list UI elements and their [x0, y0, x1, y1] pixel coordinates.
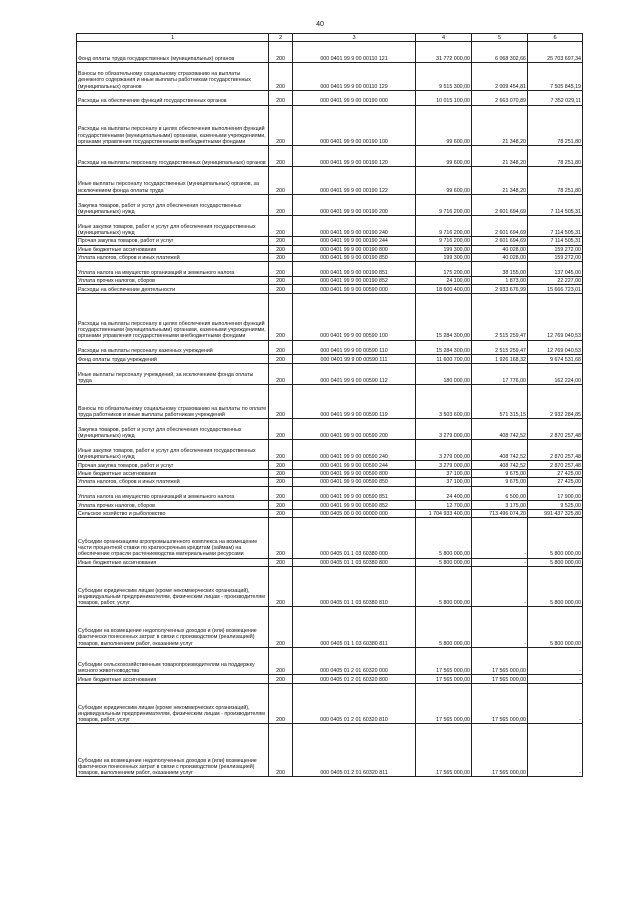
- row-approved-amount: 17 565 000,00: [416, 647, 472, 675]
- row-remaining-amount: 137 045,00: [528, 262, 583, 277]
- table-row: [77, 385, 583, 419]
- row-description: Уплата налога на имущество организаций и земельного налога: [77, 486, 269, 501]
- row-description: Субсидии юридическим лицам (кроме некоммерческих организаций), индивидуальным предпринимателям, физическим лицам - производителям товаров, работ, услуг: [77, 566, 269, 606]
- row-executed-amount: 6 500,00: [472, 486, 528, 501]
- row-approved-amount: 24 400,00: [416, 486, 472, 501]
- row-approved-amount: 3 279 000,00: [416, 440, 472, 461]
- row-description: Иные бюджетные ассигнования: [77, 675, 269, 683]
- row-remaining-amount: 7 114 505,31: [528, 215, 583, 236]
- row-budget-code: 000 0401 99 9 00 00590 800: [293, 469, 416, 477]
- row-remaining-amount: 2 870 257,48: [528, 419, 583, 440]
- row-description: Расходы на выплаты персоналу в целях обеспечения выполнения функций государственными (муниципальными) органами, казенными учреждениями, органами управления государственными внебюджетными фондами: [77, 293, 269, 340]
- row-budget-code: 000 0401 99 9 00 00190 800: [293, 245, 416, 253]
- row-description: Иные выплаты персоналу государственных (муниципальных) органов, за исключением фонда оплаты труда: [77, 167, 269, 195]
- row-approved-amount: 24 100,00: [416, 277, 472, 285]
- row-approved-amount: 180 000,00: [416, 363, 472, 384]
- row-remaining-amount: 12 769 040,53: [528, 340, 583, 355]
- row-remaining-amount: 5 800 000,00: [528, 566, 583, 606]
- row-budget-code: 000 0401 99 9 00 00590 200: [293, 419, 416, 440]
- row-executed-amount: 408 742,52: [472, 419, 528, 440]
- row-approved-amount: 3 279 000,00: [416, 461, 472, 469]
- row-executed-amount: 2 933 676,99: [472, 285, 528, 293]
- row-executed-amount: -: [472, 607, 528, 647]
- row-line-code: 200: [269, 683, 293, 723]
- row-budget-code: 000 0405 01 1 03 60380 810: [293, 566, 416, 606]
- row-remaining-amount: 159 272,00: [528, 245, 583, 253]
- row-remaining-amount: 5 800 000,00: [528, 558, 583, 566]
- table-header-row: [77, 34, 583, 42]
- row-line-code: 200: [269, 63, 293, 91]
- row-line-code: 200: [269, 469, 293, 477]
- row-executed-amount: 38 155,00: [472, 262, 528, 277]
- row-description: Субсидии организациям агропромышленного комплекса на возмещение части процентной ставки по краткосрочным кредитам (займам) на обеспечение отрасли растениеводства материальными ресурсами: [77, 518, 269, 558]
- row-remaining-amount: 2 932 284,85: [528, 385, 583, 419]
- table-row: [77, 245, 583, 253]
- row-line-code: 200: [269, 461, 293, 469]
- row-budget-code: 000 0401 99 9 00 00590 244: [293, 461, 416, 469]
- row-executed-amount: -: [472, 518, 528, 558]
- row-description: Иные закупки товаров, работ и услуг для обеспечения государственных (муниципальных) нужд: [77, 440, 269, 461]
- table-row: [77, 478, 583, 486]
- row-description: Уплата налогов, сборов и иных платежей: [77, 253, 269, 261]
- row-approved-amount: 99 600,00: [416, 105, 472, 145]
- row-line-code: 200: [269, 518, 293, 558]
- row-description: Субсидии на возмещение недополученных доходов и (или) возмещение фактически понесенных затрат в связи с производством (реализацией) товаров, выполнением работ, оказанием услуг: [77, 607, 269, 647]
- header-col-6: 6: [528, 34, 583, 42]
- row-description: Иные бюджетные ассигнования: [77, 558, 269, 566]
- row-approved-amount: 17 565 000,00: [416, 724, 472, 777]
- row-line-code: 200: [269, 419, 293, 440]
- row-description: Уплата налога на имущество организаций и земельного налога: [77, 262, 269, 277]
- row-line-code: 200: [269, 105, 293, 145]
- row-approved-amount: 9 716 200,00: [416, 215, 472, 236]
- row-description: Субсидии сельскохозяйственным товаропроизводителям на поддержку мясного животноводства: [77, 647, 269, 675]
- row-budget-code: 000 0401 99 9 00 00190 851: [293, 262, 416, 277]
- row-approved-amount: 199 300,00: [416, 245, 472, 253]
- row-line-code: 200: [269, 486, 293, 501]
- row-line-code: 200: [269, 509, 293, 517]
- row-line-code: 200: [269, 440, 293, 461]
- row-remaining-amount: 159 272,00: [528, 253, 583, 261]
- row-executed-amount: 1 873,00: [472, 277, 528, 285]
- row-approved-amount: 12 700,00: [416, 501, 472, 509]
- row-executed-amount: 17 565 000,00: [472, 675, 528, 683]
- row-remaining-amount: 7 114 505,31: [528, 194, 583, 215]
- table-row: [77, 518, 583, 558]
- row-executed-amount: 17 565 000,00: [472, 724, 528, 777]
- row-executed-amount: 408 742,52: [472, 440, 528, 461]
- row-line-code: 200: [269, 385, 293, 419]
- table-row: [77, 461, 583, 469]
- row-budget-code: 000 0401 99 9 00 00190 200: [293, 194, 416, 215]
- row-remaining-amount: 7 352 029,11: [528, 90, 583, 105]
- row-executed-amount: 17 565 000,00: [472, 647, 528, 675]
- table-row: [77, 167, 583, 195]
- table-row: [77, 724, 583, 777]
- row-line-code: 200: [269, 215, 293, 236]
- table-row: [77, 105, 583, 145]
- row-budget-code: 000 0405 01 2 01 60320 800: [293, 675, 416, 683]
- row-executed-amount: -: [472, 566, 528, 606]
- row-description: Прочая закупка товаров, работ и услуг: [77, 237, 269, 245]
- table-row: [77, 63, 583, 91]
- row-description: Фонд оплаты труда государственных (муниципальных) органов: [77, 42, 269, 63]
- row-budget-code: 000 0401 99 9 00 00590 240: [293, 440, 416, 461]
- row-remaining-amount: 9 525,00: [528, 501, 583, 509]
- row-description: Уплата прочих налогов, сборов: [77, 501, 269, 509]
- row-line-code: 200: [269, 647, 293, 675]
- row-line-code: 200: [269, 607, 293, 647]
- row-line-code: 200: [269, 253, 293, 261]
- row-remaining-amount: 17 900,00: [528, 486, 583, 501]
- row-description: Сельское хозяйство и рыболовство: [77, 509, 269, 517]
- table-row: [77, 340, 583, 355]
- row-line-code: 200: [269, 566, 293, 606]
- row-remaining-amount: 162 224,00: [528, 363, 583, 384]
- row-line-code: 200: [269, 277, 293, 285]
- table-row: [77, 285, 583, 293]
- row-executed-amount: 21 348,20: [472, 167, 528, 195]
- row-description: Расходы на выплаты персоналу в целях обеспечения выполнения функций государственными (муниципальными) органами, казенными учреждениями, органами управления государственными внебюджетными фондами: [77, 105, 269, 145]
- row-budget-code: 000 0405 01 2 01 60320 811: [293, 724, 416, 777]
- row-executed-amount: 2 515 259,47: [472, 293, 528, 340]
- table-row: [77, 293, 583, 340]
- row-executed-amount: 2 601 694,69: [472, 237, 528, 245]
- row-line-code: 200: [269, 167, 293, 195]
- row-approved-amount: 10 015 100,00: [416, 90, 472, 105]
- row-line-code: 200: [269, 675, 293, 683]
- row-line-code: 200: [269, 145, 293, 166]
- row-approved-amount: 5 800 000,00: [416, 518, 472, 558]
- row-description: Расходы на обеспечение деятельности: [77, 285, 269, 293]
- row-approved-amount: 5 800 000,00: [416, 558, 472, 566]
- table-row: [77, 558, 583, 566]
- table-row: [77, 194, 583, 215]
- row-description: Прочая закупка товаров, работ и услуг: [77, 461, 269, 469]
- row-budget-code: 000 0401 99 9 00 00190 100: [293, 105, 416, 145]
- row-executed-amount: 40 028,00: [472, 253, 528, 261]
- row-budget-code: 000 0401 99 9 00 00590 852: [293, 501, 416, 509]
- table-row: [77, 215, 583, 236]
- row-executed-amount: 3 175,00: [472, 501, 528, 509]
- row-approved-amount: 37 100,00: [416, 469, 472, 477]
- row-remaining-amount: 2 870 257,48: [528, 440, 583, 461]
- table-row: [77, 683, 583, 723]
- row-description: Закупка товаров, работ и услуг для обеспечения государственных (муниципальных) нужд: [77, 194, 269, 215]
- row-remaining-amount: -: [528, 675, 583, 683]
- row-approved-amount: 17 565 000,00: [416, 675, 472, 683]
- row-budget-code: 000 0401 99 9 00 00590 851: [293, 486, 416, 501]
- row-approved-amount: 1 704 933 400,00: [416, 509, 472, 517]
- row-approved-amount: 199 300,00: [416, 253, 472, 261]
- row-description: Иные выплаты персоналу учреждений, за исключением фонда оплаты труда: [77, 363, 269, 384]
- row-approved-amount: 31 772 000,00: [416, 42, 472, 63]
- row-approved-amount: 15 284 300,00: [416, 293, 472, 340]
- row-budget-code: 000 0401 99 9 00 00590 119: [293, 385, 416, 419]
- row-description: Расходы на обеспечение функций государственных органов: [77, 90, 269, 105]
- row-description: Уплата налогов, сборов и иных платежей: [77, 478, 269, 486]
- row-remaining-amount: 991 437 325,80: [528, 509, 583, 517]
- row-remaining-amount: 27 425,00: [528, 469, 583, 477]
- row-description: Иные бюджетные ассигнования: [77, 245, 269, 253]
- table-row: [77, 509, 583, 517]
- row-line-code: 200: [269, 285, 293, 293]
- table-row: [77, 675, 583, 683]
- table-row: [77, 90, 583, 105]
- header-col-5: 5: [472, 34, 528, 42]
- row-executed-amount: 40 028,00: [472, 245, 528, 253]
- table-row: [77, 355, 583, 363]
- row-budget-code: 000 0405 01 1 03 60380 800: [293, 558, 416, 566]
- row-executed-amount: 9 675,00: [472, 478, 528, 486]
- row-remaining-amount: 78 251,80: [528, 145, 583, 166]
- row-budget-code: 000 0405 01 2 01 60320 810: [293, 683, 416, 723]
- table-row: [77, 277, 583, 285]
- table-row: [77, 440, 583, 461]
- table-row: [77, 501, 583, 509]
- row-approved-amount: 5 800 000,00: [416, 607, 472, 647]
- row-budget-code: 000 0401 99 9 00 00190 240: [293, 215, 416, 236]
- table-row: [77, 253, 583, 261]
- row-approved-amount: 3 503 600,00: [416, 385, 472, 419]
- row-executed-amount: 713 496 074,20: [472, 509, 528, 517]
- row-remaining-amount: 22 227,00: [528, 277, 583, 285]
- row-remaining-amount: -: [528, 724, 583, 777]
- row-executed-amount: 21 348,20: [472, 145, 528, 166]
- row-remaining-amount: 7 114 505,31: [528, 237, 583, 245]
- table-row: [77, 42, 583, 63]
- row-budget-code: 000 0401 99 9 00 00590 112: [293, 363, 416, 384]
- row-line-code: 200: [269, 724, 293, 777]
- header-col-3: 3: [293, 34, 416, 42]
- row-budget-code: 000 0401 99 9 00 00590 850: [293, 478, 416, 486]
- row-description: Субсидии на возмещение недополученных доходов и (или) возмещение фактически понесенных затрат в связи с производством (реализацией) товаров, выполнением работ, оказанием услуг: [77, 724, 269, 777]
- row-executed-amount: 408 742,52: [472, 461, 528, 469]
- row-description: Взносы по обязательному социальному страхованию на выплаты денежного содержания и иные выплаты работникам государственных (муниципальных) органов: [77, 63, 269, 91]
- row-budget-code: 000 0401 99 9 00 00590 000: [293, 285, 416, 293]
- row-line-code: 200: [269, 363, 293, 384]
- table-row: [77, 237, 583, 245]
- row-budget-code: 000 0405 01 1 03 60380 000: [293, 518, 416, 558]
- row-remaining-amount: 78 251,80: [528, 167, 583, 195]
- table-row: [77, 607, 583, 647]
- budget-execution-table: [76, 33, 583, 777]
- row-budget-code: 000 0401 99 9 00 00190 244: [293, 237, 416, 245]
- table-row: [77, 469, 583, 477]
- row-executed-amount: 9 675,00: [472, 469, 528, 477]
- row-description: Субсидии юридическим лицам (кроме некоммерческих организаций), индивидуальным предпринимателям, физическим лицам - производителям товаров, работ, услуг: [77, 683, 269, 723]
- row-line-code: 200: [269, 42, 293, 63]
- row-approved-amount: 99 600,00: [416, 145, 472, 166]
- row-executed-amount: 571 315,15: [472, 385, 528, 419]
- row-description: Расходы на выплаты персоналу казенных учреждений: [77, 340, 269, 355]
- row-line-code: 200: [269, 293, 293, 340]
- row-line-code: 200: [269, 501, 293, 509]
- row-description: Расходы на выплаты персоналу государственных (муниципальных) органов: [77, 145, 269, 166]
- row-budget-code: 000 0401 99 9 00 00590 110: [293, 340, 416, 355]
- row-executed-amount: 6 068 302,66: [472, 42, 528, 63]
- row-budget-code: 000 0405 01 2 01 60320 000: [293, 647, 416, 675]
- row-executed-amount: 1 926 168,32: [472, 355, 528, 363]
- row-line-code: 200: [269, 237, 293, 245]
- row-remaining-amount: 5 800 000,00: [528, 518, 583, 558]
- row-description: Фонд оплаты труда учреждений: [77, 355, 269, 363]
- row-line-code: 200: [269, 558, 293, 566]
- table-row: [77, 566, 583, 606]
- row-budget-code: 000 0401 99 9 00 00590 111: [293, 355, 416, 363]
- row-description: Иные бюджетные ассигнования: [77, 469, 269, 477]
- row-approved-amount: 99 600,00: [416, 167, 472, 195]
- row-approved-amount: 15 284 300,00: [416, 340, 472, 355]
- row-budget-code: 000 0401 99 9 00 00590 100: [293, 293, 416, 340]
- row-approved-amount: 3 279 000,00: [416, 419, 472, 440]
- header-col-2: 2: [269, 34, 293, 42]
- row-remaining-amount: 25 703 697,34: [528, 42, 583, 63]
- table-row: [77, 419, 583, 440]
- row-executed-amount: 2 601 694,69: [472, 215, 528, 236]
- row-remaining-amount: -: [528, 683, 583, 723]
- row-line-code: 200: [269, 478, 293, 486]
- row-remaining-amount: 27 425,00: [528, 478, 583, 486]
- row-approved-amount: 17 565 000,00: [416, 683, 472, 723]
- table-row: [77, 647, 583, 675]
- header-col-1: 1: [77, 34, 269, 42]
- row-approved-amount: 37 100,00: [416, 478, 472, 486]
- table-row: [77, 262, 583, 277]
- header-col-4: 4: [416, 34, 472, 42]
- row-executed-amount: 21 348,20: [472, 105, 528, 145]
- row-approved-amount: 18 600 400,00: [416, 285, 472, 293]
- row-remaining-amount: 2 870 257,48: [528, 461, 583, 469]
- row-approved-amount: 9 515 300,00: [416, 63, 472, 91]
- row-line-code: 200: [269, 355, 293, 363]
- row-budget-code: 000 0401 99 9 00 00190 122: [293, 167, 416, 195]
- row-executed-amount: 2 009 454,81: [472, 63, 528, 91]
- row-approved-amount: 175 200,00: [416, 262, 472, 277]
- row-executed-amount: 2 515 259,47: [472, 340, 528, 355]
- row-executed-amount: 17 776,00: [472, 363, 528, 384]
- row-description: Уплата прочих налогов, сборов: [77, 277, 269, 285]
- row-description: Иные закупки товаров, работ и услуг для обеспечения государственных (муниципальных) нужд: [77, 215, 269, 236]
- row-approved-amount: 5 800 000,00: [416, 566, 472, 606]
- row-budget-code: 000 0405 01 1 03 60380 811: [293, 607, 416, 647]
- row-remaining-amount: 15 666 723,01: [528, 285, 583, 293]
- row-line-code: 200: [269, 245, 293, 253]
- row-approved-amount: 9 716 200,00: [416, 237, 472, 245]
- row-remaining-amount: 7 505 845,19: [528, 63, 583, 91]
- row-budget-code: 000 0401 99 9 00 00190 852: [293, 277, 416, 285]
- row-line-code: 200: [269, 194, 293, 215]
- row-budget-code: 000 0401 99 9 00 00190 120: [293, 145, 416, 166]
- table-row: [77, 486, 583, 501]
- row-remaining-amount: 78 251,80: [528, 105, 583, 145]
- page-number: 40: [316, 21, 324, 28]
- row-executed-amount: 2 663 070,89: [472, 90, 528, 105]
- row-budget-code: 000 0401 99 9 00 00190 000: [293, 90, 416, 105]
- row-line-code: 200: [269, 262, 293, 277]
- row-remaining-amount: -: [528, 647, 583, 675]
- row-description: Закупка товаров, работ и услуг для обеспечения государственных (муниципальных) нужд: [77, 419, 269, 440]
- row-remaining-amount: 9 674 531,68: [528, 355, 583, 363]
- row-description: Взносы по обязательному социальному страхованию на выплаты по оплате труда работников и иные выплаты работникам учреждений: [77, 385, 269, 419]
- row-budget-code: 000 0401 99 9 00 00190 850: [293, 253, 416, 261]
- row-remaining-amount: 12 769 040,53: [528, 293, 583, 340]
- table-row: [77, 363, 583, 384]
- row-line-code: 200: [269, 90, 293, 105]
- table-row: [77, 145, 583, 166]
- row-budget-code: 000 0401 99 9 00 00110 129: [293, 63, 416, 91]
- row-executed-amount: 2 601 694,69: [472, 194, 528, 215]
- row-approved-amount: 11 600 700,00: [416, 355, 472, 363]
- row-line-code: 200: [269, 340, 293, 355]
- row-budget-code: 000 0401 99 9 00 00110 121: [293, 42, 416, 63]
- row-approved-amount: 9 716 200,00: [416, 194, 472, 215]
- row-budget-code: 000 0405 00 0 00 00000 000: [293, 509, 416, 517]
- row-executed-amount: -: [472, 558, 528, 566]
- row-executed-amount: 17 565 000,00: [472, 683, 528, 723]
- row-remaining-amount: 5 800 000,00: [528, 607, 583, 647]
